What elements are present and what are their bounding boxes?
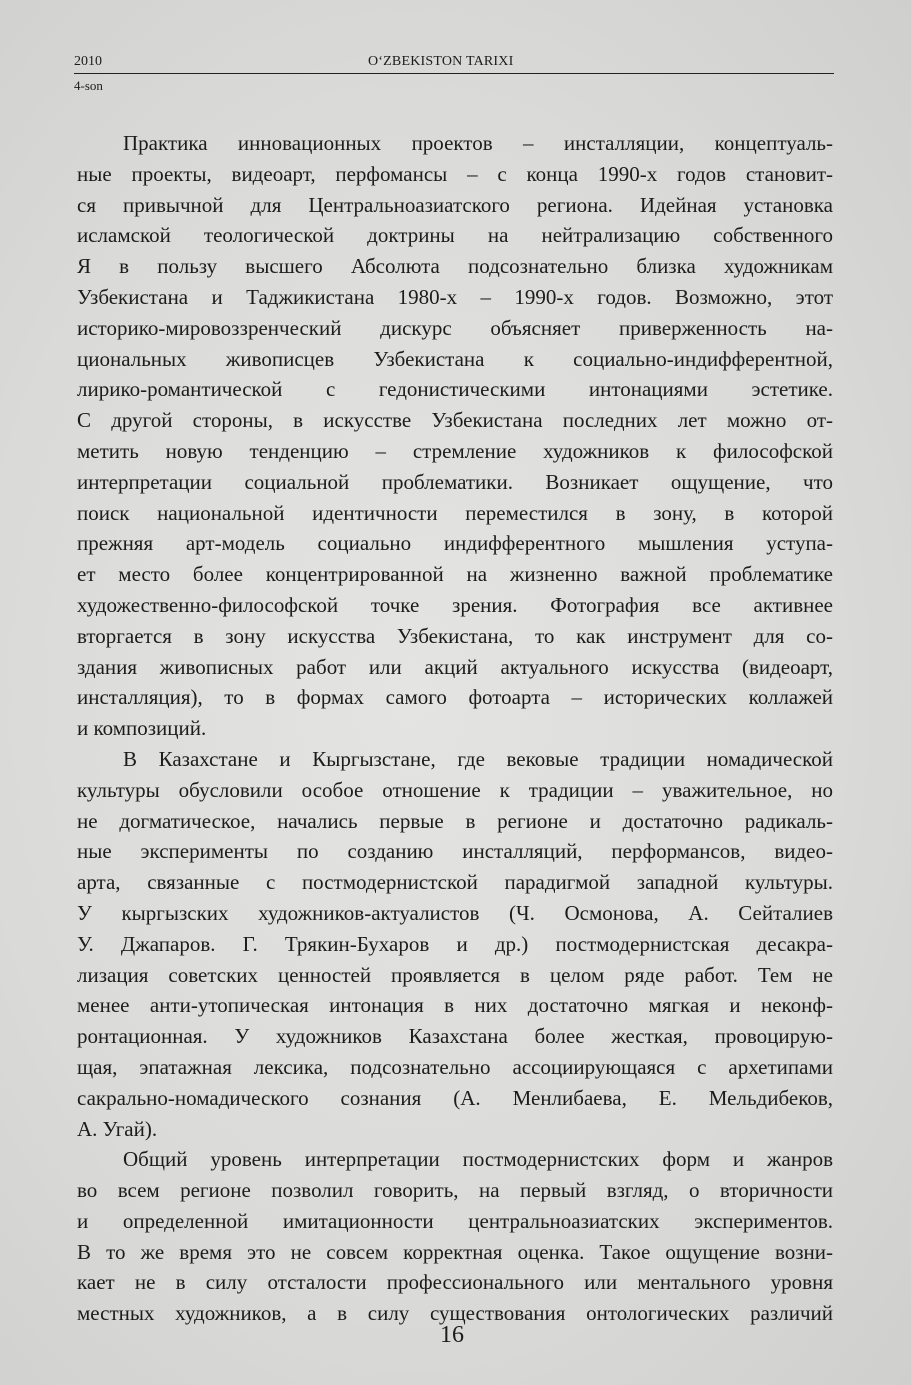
text-line: интерпретации социальной проблематики. Возникает ощущение, что	[77, 469, 833, 494]
text-line: Общий уровень интерпретации постмодернистских форм и жанров	[123, 1147, 833, 1172]
text-line: ронтационная. У художников Казахстана более жесткая, провоцирую-	[77, 1024, 833, 1049]
text-line: во всем регионе позволил говорить, на первый взгляд, о вторичности	[77, 1178, 833, 1203]
text-line: метить новую тенденцию – стремление художников к философской	[77, 438, 833, 463]
text-line: художественно-философской точке зрения. Фотография все активнее	[77, 592, 833, 617]
text-line: В Казахстане и Кыргызстане, где вековые традиции номадической	[123, 746, 833, 771]
text-line: сакрально-номадического сознания (А. Менлибаева, Е. Мельдибеков,	[77, 1085, 833, 1110]
text-line: не догматическое, начались первые в регионе и достаточно радикаль-	[77, 808, 833, 833]
text-line: историко-мировоззренческий дискурс объясняет приверженность на-	[77, 315, 833, 340]
paragraph-3	[77, 1144, 833, 1329]
text-line: ет место более концентрированной на жизненно важной проблематике	[77, 562, 833, 587]
text-line: лизация советских ценностей проявляется в целом ряде работ. Тем не	[77, 962, 833, 987]
text-line: У кыргызских художников-актуалистов (Ч. Осмонова, А. Сейталиев	[77, 900, 833, 925]
text-line: исламской теологической доктрины на нейтрализацию собственного	[77, 223, 833, 248]
text-line: культуры обусловили особое отношение к традиции – уважительное, но	[77, 777, 833, 802]
text-line: лирико-романтической с гедонистическими интонациями эстетике.	[77, 377, 833, 402]
text-line: С другой стороны, в искусстве Узбекистана последних лет можно от-	[77, 408, 833, 433]
paragraph-1	[77, 128, 833, 744]
header-rule	[74, 73, 834, 74]
text-line: щая, эпатажная лексика, подсознательно ассоциирующаяся с архетипами	[77, 1054, 833, 1079]
running-header	[74, 52, 834, 92]
text-line: кает не в силу отсталости профессионального или ментального уровня	[77, 1270, 833, 1295]
text-line: менее анти-утопическая интонация в них достаточно мягкая и неконф-	[77, 993, 833, 1018]
header-journal-title: O‘ZBEKISTON TARIXI	[368, 54, 514, 69]
text-line: прежняя арт-модель социально индифферентного мышления уступа-	[77, 531, 833, 556]
text-line: В то же время это не совсем корректная оценка. Такое ощущение возни-	[77, 1239, 833, 1264]
text-line: А. Угай).	[77, 1116, 158, 1141]
text-line: ные проекты, видеоарт, перфомансы – с конца 1990-х годов становит-	[77, 161, 833, 186]
header-year: 2010	[74, 54, 102, 69]
text-line: арта, связанные с постмодернистской парадигмой западной культуры.	[77, 870, 833, 895]
text-line: и определенной имитационности центральноазиатских экспериментов.	[77, 1208, 833, 1233]
text-line: ные эксперименты по созданию инсталляций, перформансов, видео-	[77, 839, 833, 864]
header-issue: 4-son	[74, 78, 103, 93]
text-line: инсталляция), то в формах самого фотоарта – исторических коллажей	[77, 685, 833, 710]
page-number: 16	[440, 1322, 464, 1348]
paragraph-2	[77, 744, 833, 1144]
text-line: Я в пользу высшего Абсолюта подсознательно близка художникам	[77, 254, 833, 279]
text-line: местных художников, а в силу существования онтологических различий	[77, 1301, 833, 1326]
text-line: вторгается в зону искусства Узбекистана, то как инструмент для со-	[77, 623, 833, 648]
text-line: поиск национальной идентичности переместился в зону, в которой	[77, 500, 833, 525]
text-line: Узбекистана и Таджикистана 1980-х – 1990-х годов. Возможно, этот	[77, 284, 833, 309]
text-line: Практика инновационных проектов – инсталляции, концептуаль-	[123, 131, 833, 155]
text-line: У. Джапаров. Г. Трякин-Бухаров и др.) постмодернистская десакра-	[77, 931, 833, 956]
article-body	[77, 128, 833, 1329]
text-line: и композиций.	[77, 716, 207, 741]
text-line: ся привычной для Центральноазиатского региона. Идейная установка	[77, 192, 833, 217]
text-line: циональных живописцев Узбекистана к социально-индифферентной,	[77, 346, 833, 371]
text-line: здания живописных работ или акций актуального искусства (видеоарт,	[77, 654, 833, 679]
